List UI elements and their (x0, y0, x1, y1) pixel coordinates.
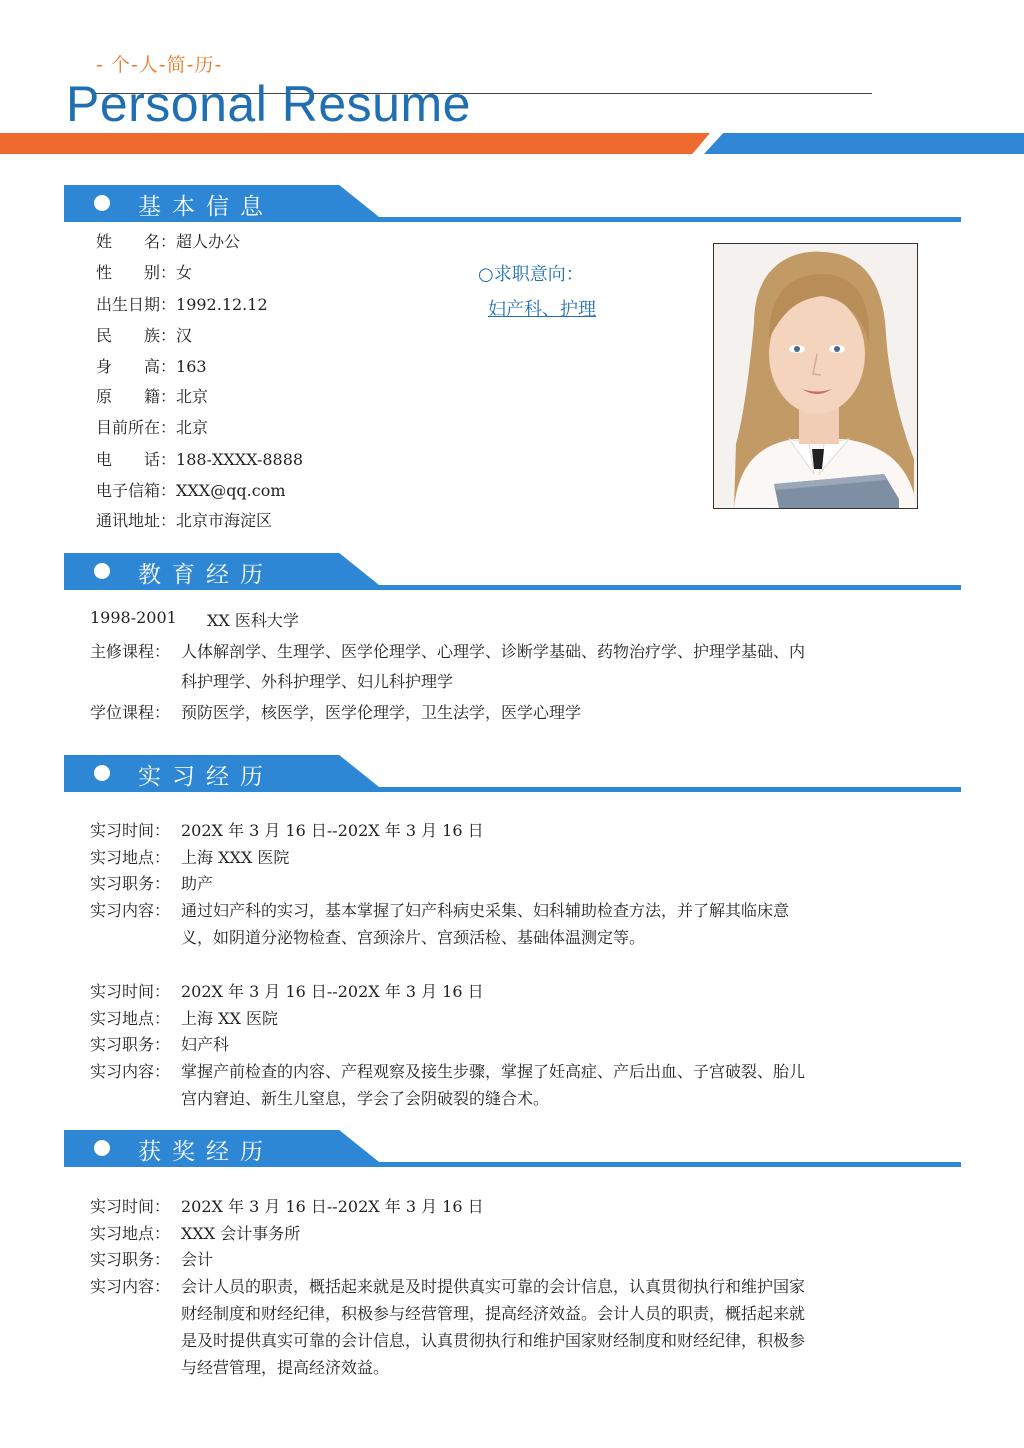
internship-time: 202X 年 3 月 16 日--202X 年 3 月 16 日 (181, 821, 484, 840)
award-content-line4: 与经营管理，提高经济效益。 (181, 1358, 390, 1377)
internship-time-label: 实习时间： (90, 982, 171, 1001)
info-value: 汉 (176, 326, 193, 345)
info-label: 身 高： (96, 357, 177, 376)
section-title-basic: 基本信息 (138, 194, 274, 220)
info-label: 姓 名： (96, 232, 177, 251)
job-intent-label: ○求职意向： (478, 264, 584, 285)
internship-content-label: 实习内容： (90, 901, 171, 920)
info-value: 超人办公 (176, 232, 241, 251)
degree-courses-label: 学位课程： (90, 703, 171, 722)
info-label: 电 话： (96, 450, 177, 469)
info-row-height (96, 357, 207, 377)
education-school: XX 医科大学 (207, 611, 299, 630)
page-title: Personal Resume (66, 76, 471, 132)
info-label: 目前所在： (96, 418, 177, 437)
info-row-name (96, 232, 240, 252)
info-value: XXX@qq.com (176, 481, 286, 500)
blue-band (704, 133, 1024, 154)
portrait-image (714, 244, 917, 508)
info-row-location (96, 418, 208, 438)
section-header-internship (64, 755, 961, 795)
internship-role-label: 实习职务： (90, 874, 171, 893)
orange-band (0, 133, 710, 154)
info-row-phone (96, 450, 303, 470)
award-content-label: 实习内容： (90, 1277, 171, 1296)
section-header-basic (64, 185, 961, 225)
internship-role-label: 实习职务： (90, 1035, 171, 1054)
internship-content-label: 实习内容： (90, 1062, 171, 1081)
section-title-awards: 获奖经历 (138, 1139, 274, 1165)
award-place-label: 实习地点： (90, 1224, 171, 1243)
info-row-origin (96, 387, 208, 407)
info-value: 北京 (176, 418, 209, 437)
info-row-ethnicity (96, 326, 192, 346)
bullet-icon (94, 563, 110, 579)
internship-content-line1: 掌握产前检查的内容、产程观察及接生步骤，掌握了妊高症、产后出血、子宫破裂、胎儿 (181, 1062, 806, 1081)
bullet-icon (94, 765, 110, 781)
award-time: 202X 年 3 月 16 日--202X 年 3 月 16 日 (181, 1197, 484, 1216)
info-value: 188-XXXX-8888 (176, 450, 304, 469)
profile-photo (713, 243, 918, 509)
info-label: 民 族： (96, 326, 177, 345)
info-value: 北京市海淀区 (176, 511, 273, 530)
info-value: 北京 (176, 387, 209, 406)
award-content-line1: 会计人员的职责，概括起来就是及时提供真实可靠的会计信息，认真贯彻执行和维护国家 (181, 1277, 806, 1296)
internship-place-label: 实习地点： (90, 848, 171, 867)
education-years: 1998-2001 (90, 608, 177, 627)
internship-time-label: 实习时间： (90, 821, 171, 840)
major-courses-line2: 科护理学、外科护理学、妇儿科护理学 (181, 672, 454, 691)
internship-place: 上海 XX 医院 (181, 1009, 278, 1028)
internship-role: 助产 (181, 874, 214, 893)
degree-courses-value: 预防医学，核医学，医学伦理学，卫生法学，医学心理学 (181, 703, 582, 722)
award-time-label: 实习时间： (90, 1197, 171, 1216)
info-label: 电子信箱： (96, 481, 177, 500)
info-value: 1992.12.12 (176, 295, 268, 314)
info-label: 原 籍： (96, 387, 177, 406)
award-role: 会计 (181, 1250, 214, 1269)
job-intent-value[interactable]: 妇产科、护理 (488, 299, 596, 320)
bullet-icon (94, 195, 110, 211)
info-row-gender (96, 263, 192, 283)
info-row-birth (96, 295, 268, 315)
info-value: 163 (176, 357, 207, 376)
award-role-label: 实习职务： (90, 1250, 171, 1269)
info-row-email (96, 481, 286, 501)
internship-time: 202X 年 3 月 16 日--202X 年 3 月 16 日 (181, 982, 484, 1001)
section-header-awards (64, 1130, 961, 1170)
section-title-internship: 实习经历 (138, 764, 274, 790)
bullet-icon (94, 1140, 110, 1156)
internship-place-label: 实习地点： (90, 1009, 171, 1028)
internship-content-line2: 宫内窘迫、新生儿窒息，学会了会阴破裂的缝合术。 (181, 1089, 550, 1108)
section-header-education (64, 553, 961, 593)
internship-content-line2: 义，如阴道分泌物检查、宫颈涂片、宫颈活检、基础体温测定等。 (181, 928, 646, 947)
internship-place: 上海 XXX 医院 (181, 848, 290, 867)
internship-content-line1: 通过妇产科的实习，基本掌握了妇产科病史采集、妇科辅助检查方法，并了解其临床意 (181, 901, 790, 920)
award-content-line3: 是及时提供真实可靠的会计信息，认真贯彻执行和维护国家财经制度和财经纪律，积极参 (181, 1331, 806, 1350)
award-content-line2: 财经制度和财经纪律，积极参与经营管理，提高经济效益。会计人员的职责，概括起来就 (181, 1304, 806, 1323)
info-label: 通讯地址： (96, 511, 177, 530)
internship-role: 妇产科 (181, 1035, 230, 1054)
major-courses-line1: 人体解剖学、生理学、医学伦理学、心理学、诊断学基础、药物治疗学、护理学基础、内 (181, 642, 806, 661)
info-label: 性 别： (96, 263, 177, 282)
info-value: 女 (176, 263, 193, 282)
section-title-education: 教育经历 (138, 562, 274, 588)
info-label: 出生日期： (96, 295, 177, 314)
header-subtitle: - 个-人-简-历- (96, 54, 223, 76)
info-row-address (96, 511, 272, 531)
award-place: XXX 会计事务所 (181, 1224, 301, 1243)
major-courses-label: 主修课程： (90, 642, 171, 661)
